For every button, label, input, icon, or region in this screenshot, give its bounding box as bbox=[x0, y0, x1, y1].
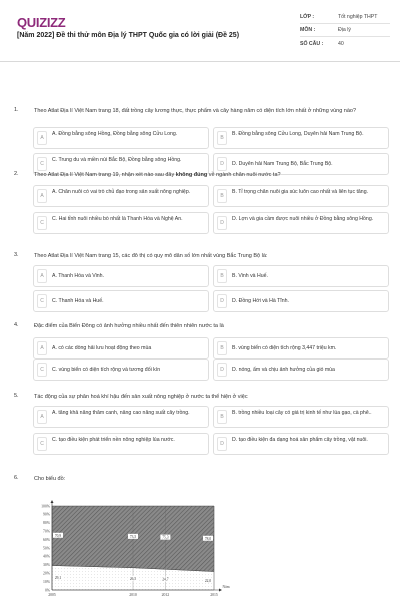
option-letter: C bbox=[37, 294, 47, 308]
option-c[interactable] bbox=[33, 433, 209, 455]
option-letter: A bbox=[37, 189, 47, 203]
y-tick-label: 10% bbox=[43, 579, 50, 584]
x-tick-label: 2015 bbox=[210, 593, 218, 597]
option-text: A. tăng khả năng thâm canh, nâng cao năng suất cây trồng. bbox=[52, 410, 190, 416]
option-c[interactable] bbox=[33, 359, 209, 381]
question-number: 4. bbox=[14, 322, 19, 328]
option-letter: C bbox=[37, 363, 47, 377]
option-a[interactable] bbox=[33, 185, 209, 207]
data-label: 24,7 bbox=[162, 577, 169, 582]
option-letter: D bbox=[217, 294, 227, 308]
x-tick-label: 2010 bbox=[129, 593, 137, 597]
option-a[interactable] bbox=[33, 265, 209, 287]
option-letter: C bbox=[37, 437, 47, 451]
data-label: 29,1 bbox=[54, 575, 62, 580]
option-text: A. Chăn nuôi có vai trò chủ đạo trong sản xuất nông nghiệp. bbox=[52, 189, 191, 195]
option-d[interactable] bbox=[213, 212, 389, 234]
option-a[interactable] bbox=[33, 406, 209, 428]
data-label: 70,9 bbox=[54, 533, 62, 538]
option-letter: D bbox=[217, 363, 227, 377]
y-tick-label: 90% bbox=[43, 512, 50, 517]
option-text: A. có các dòng hải lưu hoạt động theo mùa bbox=[52, 345, 152, 351]
option-b[interactable] bbox=[213, 406, 389, 428]
y-tick-label: 80% bbox=[43, 521, 50, 526]
option-text: C. Trung du và miền núi Bắc Bộ, Đồng bằng sông Hồng. bbox=[52, 157, 182, 163]
option-text: D. Lợn và gia cầm được nuôi nhiều ở Đồng bằng sông Hồng. bbox=[232, 216, 374, 222]
option-text: B. Vinh và Huế. bbox=[232, 273, 268, 279]
option-text: B. vùng biển có diện tích rộng 3,447 triệu km. bbox=[232, 345, 337, 351]
option-d[interactable] bbox=[213, 290, 389, 312]
meta-key: SỐ CÂU : bbox=[300, 40, 324, 47]
option-letter: B bbox=[217, 189, 227, 203]
option-d[interactable] bbox=[213, 433, 389, 455]
data-label: 22,0 bbox=[204, 578, 212, 583]
question-number: 5. bbox=[14, 393, 19, 399]
question-emphasis: không đúng bbox=[175, 172, 208, 178]
option-text: B. trồng nhiều loại cây có giá trị kinh tế như lúa gạo, cà phê.. bbox=[232, 410, 372, 416]
data-label: 78,0 bbox=[204, 536, 212, 541]
y-tick-label: 20% bbox=[43, 571, 50, 576]
meta-key: MÔN : bbox=[300, 27, 316, 33]
meta-value: 40 bbox=[338, 40, 344, 47]
question-text-part: về ngành chăn nuôi nước ta? bbox=[207, 172, 281, 178]
option-text: D. Đồng Hới và Hà Tĩnh. bbox=[232, 298, 289, 304]
option-letter: C bbox=[37, 157, 47, 171]
y-tick-label: 70% bbox=[43, 529, 50, 534]
option-letter: A bbox=[37, 131, 47, 145]
option-text: D. tạo điều kiện đa dạng hoá sản phẩm cây trồng, vật nuôi. bbox=[232, 437, 368, 443]
question-text: Theo Atlat Địa lí Việt Nam trang 18, đất trồng cây lương thực, thực phẩm và cây hàng năm có diện tích lớn nhất ở những vùng nào? bbox=[34, 108, 357, 114]
meta-value: Địa lý bbox=[338, 27, 351, 33]
question-text bbox=[34, 171, 386, 179]
y-axis-arrow bbox=[51, 500, 54, 503]
x-tick-label: 2005 bbox=[48, 593, 56, 597]
data-label: 26,5 bbox=[129, 576, 137, 581]
option-text: C. vùng biển có diện tích rộng và tương đối kín bbox=[52, 367, 161, 373]
question-text: Cho biểu đồ: bbox=[34, 476, 66, 482]
option-letter: A bbox=[37, 269, 47, 283]
meta-row-count bbox=[300, 37, 390, 50]
question-number: 1. bbox=[14, 107, 19, 113]
document-title: [Năm 2022] Đề thi thử môn Địa lý THPT Quốc gia có lời giải (Đề 25) bbox=[17, 32, 240, 39]
meta-table bbox=[300, 11, 390, 50]
question-number: 2. bbox=[14, 171, 19, 177]
option-text: C. Hai tỉnh nuôi nhiều bò nhất là Thanh Hóa và Nghệ An. bbox=[52, 216, 183, 222]
question-text: Tác động của sự phân hoá khí hậu đến sản xuất nông nghiệp ở nước ta thể hiện ở việc bbox=[34, 394, 248, 400]
option-text: B. Đồng bằng sông Cửu Long, Duyên hải Nam Trung Bộ. bbox=[232, 131, 364, 137]
option-letter: B bbox=[217, 269, 227, 283]
data-label: 73,5 bbox=[129, 534, 137, 539]
option-b[interactable] bbox=[213, 265, 389, 287]
option-b[interactable] bbox=[213, 185, 389, 207]
option-d[interactable] bbox=[213, 359, 389, 381]
question-text-part: Theo Atlat Địa lí Việt Nam trang 19, nhận xét nào sau đây bbox=[34, 172, 176, 178]
option-letter: B bbox=[217, 341, 227, 355]
option-letter: B bbox=[217, 410, 227, 424]
option-letter: D bbox=[217, 157, 227, 171]
option-letter: B bbox=[217, 131, 227, 145]
question-number: 6. bbox=[14, 475, 19, 481]
option-b[interactable] bbox=[213, 127, 389, 149]
option-text: B. Tỉ trọng chăn nuôi gia súc luôn cao nhất và liên tục tăng. bbox=[232, 189, 369, 195]
option-text: C. Thanh Hóa và Huế. bbox=[52, 298, 104, 304]
x-axis-unit: Năm bbox=[222, 585, 230, 589]
option-c[interactable] bbox=[33, 290, 209, 312]
meta-row-subject bbox=[300, 24, 390, 37]
meta-key: LỚP : bbox=[300, 14, 315, 20]
question-text: Theo Atlat Địa lí Việt Nam trang 15, các đô thị có quy mô dân số lớn nhất vùng Bắc Trung Bộ là: bbox=[34, 253, 268, 259]
option-text: A. Thanh Hóa và Vinh. bbox=[52, 273, 105, 279]
option-text: A. Đồng bằng sông Hồng, Đồng bằng sông Cửu Long. bbox=[52, 131, 178, 137]
option-b[interactable] bbox=[213, 337, 389, 359]
y-tick-label: 50% bbox=[43, 546, 50, 551]
option-a[interactable] bbox=[33, 127, 209, 149]
meta-row-class bbox=[300, 11, 390, 24]
option-letter: C bbox=[37, 216, 47, 230]
option-c[interactable] bbox=[33, 212, 209, 234]
x-tick-label: 2012 bbox=[161, 593, 170, 597]
option-a[interactable] bbox=[33, 337, 209, 359]
chart-svg bbox=[30, 498, 230, 600]
header bbox=[0, 0, 400, 62]
option-letter: A bbox=[37, 341, 47, 355]
question-text: Đặc điểm của Biển Đông có ảnh hưởng nhiều nhất đến thiên nhiên nước ta là bbox=[34, 323, 224, 329]
option-letter: A bbox=[37, 410, 47, 424]
quizizz-logo: QUIZIZZ bbox=[17, 15, 66, 30]
option-text: C. tạo điều kiện phát triển nền nông nghiệp lúa nước. bbox=[52, 437, 175, 443]
y-tick-label: 40% bbox=[43, 554, 50, 559]
y-tick-label: 30% bbox=[43, 563, 50, 568]
y-tick-label: 60% bbox=[43, 537, 50, 542]
option-letter: D bbox=[217, 216, 227, 230]
meta-value: Tốt nghiệp THPT bbox=[338, 14, 378, 20]
question-number: 3. bbox=[14, 252, 19, 258]
y-tick-label: 0% bbox=[44, 588, 50, 593]
area-chart bbox=[30, 498, 230, 600]
option-text: D. nóng, ẩm và chịu ảnh hưởng của gió mùa bbox=[232, 367, 335, 373]
y-tick-label: 100% bbox=[41, 504, 50, 509]
data-label: 75,3 bbox=[162, 535, 169, 540]
option-text: D. Duyên hải Nam Trung Bộ, Bắc Trung Bộ. bbox=[232, 161, 333, 167]
option-letter: D bbox=[217, 437, 227, 451]
